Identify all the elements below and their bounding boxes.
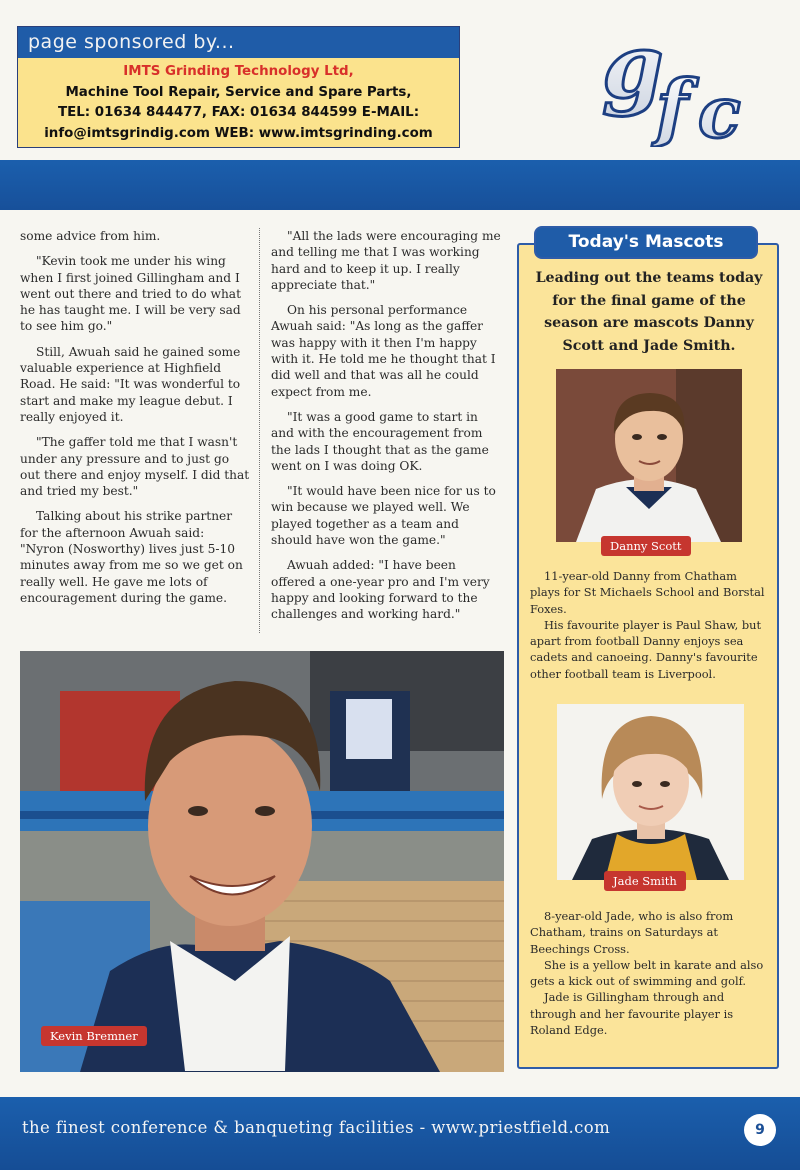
danny-scott-photo	[556, 369, 742, 542]
footer-tagline: the finest conference & banqueting facilities - www.priestfield.com	[22, 1118, 611, 1137]
jade-bio-paragraph: She is a yellow belt in karate and also gets a kick out of swimming and golf.	[530, 957, 764, 989]
article-paragraph: "Kevin took me under his wing when I first joined Gillingham and I went out there and tried to do what he has taught me. I will be very sad to see him go."	[20, 254, 241, 334]
sponsor-company: IMTS Grinding Technology Ltd,	[123, 64, 354, 79]
mascots-title: Today's Mascots	[534, 226, 758, 259]
article-paragraph: "All the lads were encouraging me and telling me that I was working hard and to keep it up. I really appreciate that."	[271, 229, 501, 292]
article-column-1	[20, 228, 252, 615]
article-paragraph: "It would have been nice for us to win because we played well. We played together as a team and should have won the game."	[271, 484, 496, 548]
danny-bio	[530, 568, 770, 682]
jade-smith-photo	[557, 704, 744, 880]
column-divider	[259, 228, 260, 633]
article-paragraph: Still, Awuah said he gained some valuable experience at Highfield Road. He said: "It was wonderful to start and make my league debut. I really enjoyed it.	[20, 344, 241, 424]
page-number: 9	[744, 1114, 776, 1146]
logo-letter-c: c	[698, 71, 741, 147]
article-paragraph: On his personal performance Awuah said: "As long as the gaffer was happy with it then I'm happy with it. He told me he thought that I did well and that was all he could expect from me.	[271, 303, 496, 399]
article-paragraph: "It was a good game to start in and with the encouragement from the lads I thought that as the game went on I was doing OK.	[271, 409, 489, 473]
jade-bio-paragraph: Jade is Gillingham through and through and her favourite player is Roland Edge.	[530, 990, 734, 1038]
stadium-photo-illustration	[20, 651, 504, 1072]
article-paragraph: Talking about his strike partner for the afternoon Awuah said: "Nyron (Nosworthy) lives just 5-10 minutes away from me so we get on really well. He gave me lots of encouragement during the game.	[20, 509, 243, 605]
photo-caption: Kevin Bremner	[41, 1026, 147, 1046]
danny-bio-paragraph: 11-year-old Danny from Chatham plays for St Michaels School and Borstal Foxes.	[530, 569, 765, 616]
jade-bio	[530, 908, 770, 1038]
kevin-bremner-photo	[20, 651, 504, 1072]
article-paragraph: "The gaffer told me that I wasn't under any pressure and to just go out there and enjoy myself. I did that and tried my best."	[20, 435, 250, 499]
article-paragraph: Awuah added: "I have been offered a one-year pro and I'm very happy and looking forward to the challenges and working hard."	[271, 558, 490, 622]
logo-letter-f: f	[656, 65, 688, 147]
danny-caption: Danny Scott	[601, 536, 691, 556]
article-column-2	[271, 228, 503, 632]
sponsor-details	[18, 58, 459, 144]
jade-bio-paragraph: 8-year-old Jade, who is also from Chatham, trains on Saturdays at Beechings Cross.	[530, 909, 734, 956]
article-paragraph: some advice from him.	[20, 229, 161, 243]
sponsor-box	[17, 26, 460, 148]
logo-letter-g: g	[602, 25, 664, 118]
sponsor-header: page sponsored by...	[18, 27, 459, 58]
danny-bio-paragraph: His favourite player is Paul Shaw, but apart from football Danny enjoys sea cadets and canoeing. Danny's favourite other football team is Liverpool.	[530, 617, 762, 681]
club-logo-icon	[598, 25, 788, 147]
danny-photo-illustration	[556, 369, 742, 542]
jade-photo-illustration	[557, 704, 744, 880]
top-banner-bar	[0, 160, 800, 210]
sponsor-services: Machine Tool Repair, Service and Spare Parts,	[65, 84, 412, 100]
sponsor-phone: TEL: 01634 844477, FAX: 01634 844599 E-MAIL:	[57, 105, 420, 120]
mascots-intro: Leading out the teams today for the final game of the season are mascots Danny Scott and Jade Smith.	[535, 270, 763, 354]
sponsor-web: info@imtsgrindig.com WEB: www.imtsgrinding.com	[44, 125, 433, 141]
jade-caption: Jade Smith	[604, 871, 686, 891]
